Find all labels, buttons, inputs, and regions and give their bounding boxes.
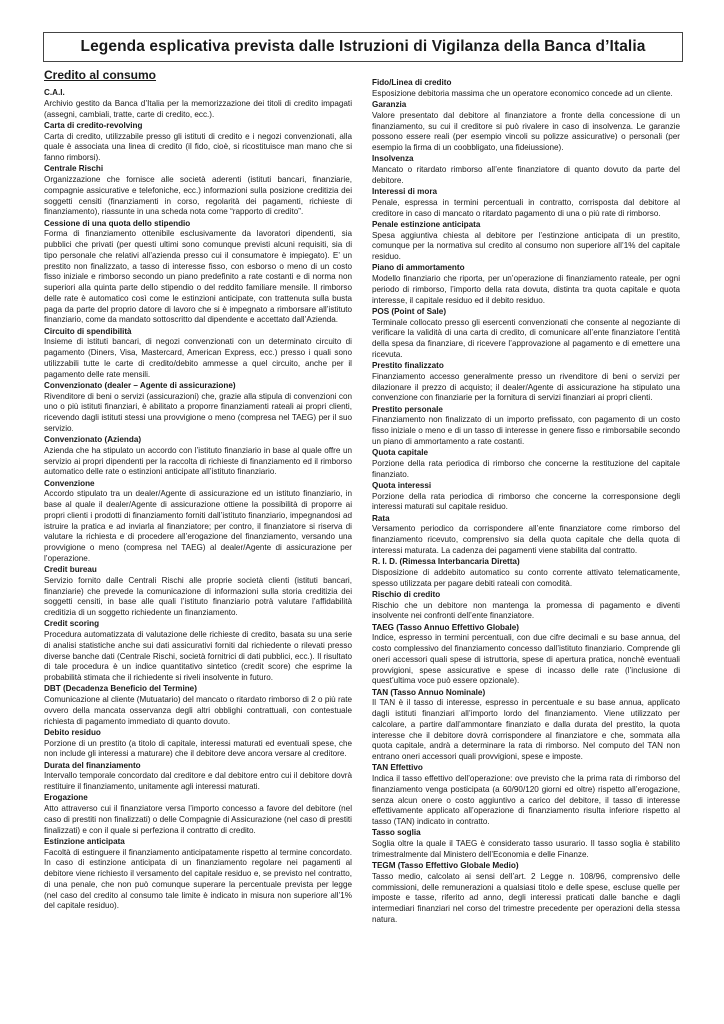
glossary-definition: Accordo stipulato tra un dealer/Agente di assicurazione ed un istituto finanziario, in base al quale il dealer/Agente di assicurazione ottiene la possibilità di proporre ai propri clienti i prodotti di finanziamento forniti dall’istituto finanziario, impegnandosi ad istruire la pratica e ad inviarla al finanziatore; per contro, il finanziatore si riserva di valutare la richiesta e di procedere all’erogazione del finanziamento, versando una provvigione o meno (compresa nel TAEG) al dealer/Agente di assicurazione per l’operazione. — [44, 489, 352, 563]
left-entries — [44, 88, 352, 912]
glossary-term: Prestito personale — [372, 404, 443, 414]
glossary-term: POS (Point of Sale) — [372, 306, 447, 316]
glossary-term: Credit scoring — [44, 619, 100, 629]
glossary-term: Estinzione anticipata — [44, 836, 125, 846]
glossary-definition: Intervallo temporale concordato dal creditore e dal debitore entro cui il debitore dovrà restituire il finanziamento, unitamente agli interessi maturati. — [44, 771, 352, 791]
glossary-term: Prestito finalizzato — [372, 361, 444, 370]
glossary-definition: Indice, espresso in termini percentuali, con due cifre decimali e su base annua, del costo complessivo del finanziamento concesso dall’istituto finanziario. Comprende gli oneri accessori quali spese di istruttoria, spese di apertura pratica, nonchè eventuali provvigioni, spese assicurative e spese di incasso delle rate (l’inclusione di quest’ultima voce può essere opzionale). — [372, 633, 680, 686]
glossary-definition: Atto attraverso cui il finanziatore versa l’importo concesso a favore del debitore (nel caso di prestiti non finalizzati) o delle Compagnie di Assicurazione (nel caso di prestiti finalizzati) e con il quale si perfeziona il contratto di credito. — [44, 804, 352, 835]
glossary-term: Tasso soglia — [372, 828, 421, 838]
glossary-term: TEGM (Tasso Effettivo Globale Medio) — [372, 861, 519, 870]
glossary-definition: Porzione della rata periodica di rimborso che concerne la restituzione del capitale finanziato. — [372, 458, 680, 479]
document-title: Legenda esplicativa prevista dalle Istruzioni di Vigilanza della Banca d’Italia — [80, 38, 646, 55]
glossary-definition: Indica il tasso effettivo dell’operazione: ove previsto che la prima rata di rimborso del finanziamento venga posticipata (a 60/90/120 giorni ed oltre) rispetto all’erogazione, senza alcun onere o costo aggiuntivo a carico del debitore, il tasso di interesse effettivamente applicato all’operazione di finanziamento risulta inferiore rispetto al tasso (TAN) indicato in contratto. — [372, 774, 680, 826]
glossary-definition: Rivenditore di beni o servizi (assicurazioni) che, grazie alla stipula di convenzioni con uno o più istituti finanziari, è abilitato a proporre finanziamenti rateali ai propri clienti, ricevendo dagli istituti stessi una provvigione o meno (compresa nel TAEG) per il suo servizio. — [44, 391, 352, 433]
glossary-term: Convenzionato (dealer – Agente di assicurazione) — [44, 380, 236, 390]
glossary-definition: Rischio che un debitore non mantenga la promessa di pagamento e diventi insolvente nei confronti dell’ente finanziatore. — [372, 600, 680, 621]
glossary-term: Cessione di una quota dello stipendio — [44, 218, 191, 228]
glossary-definition: Soglia oltre la quale il TAEG è considerato tasso usurario. Il tasso soglia è stabilito trimestralmente dal Ministero dell’Economia e delle Finanze. — [372, 839, 680, 859]
glossary-term: Convenzionato (Azienda) — [44, 435, 142, 444]
glossary-definition: Valore presentato dal debitore al finanziatore a fronte della concessione di un finanziamento, su cui il creditore si può rivalere in caso di insolvenza. Le garanzie possono essere reali (per esempio vincoli su polizze assicurative) o personali (per esempio la firma di un coobbligato, una fideiussione). — [372, 110, 680, 152]
glossary-definition: Servizio fornito dalle Centrali Rischi alle proprie società clienti (istituti bancari, finanziarie) che prevede la comunicazione di informazioni sulla storia creditizia dei soggetti censiti, in base alle quali l’istituto finanziario potrà valutare l’affidabilità creditizia di un soggetto richiedente un finanziamento. — [44, 575, 352, 617]
glossary-term: Interessi di mora — [372, 187, 438, 196]
glossary-term: TAN Effettivo — [372, 763, 423, 773]
glossary-definition: Organizzazione che fornisce alle società aderenti (istituti bancari, finanziarie, compagnie assicurative e telefoniche, ecc.) informazioni sulla posizione creditizia dei soggetti censiti (finanziamenti in corso, regolarità dei pagamenti, richieste di finanziamento), riassunte in una scheda nota come “rapporto di credito”. — [44, 175, 352, 217]
glossary-term: Piano di ammortamento — [372, 263, 465, 273]
glossary-term: Credit bureau — [44, 565, 97, 574]
glossary-definition: Finanziamento non finalizzato di un importo prefissato, con pagamento di un costo fisso iniziale o meno e di un tasso di interesse in genere fisso e rimborsabile secondo un piano di ammortamento a rate costanti. — [372, 415, 680, 446]
glossary-definition: Tasso medio, calcolato ai sensi dell’art. 2 Legge n. 108/96, comprensivo delle commissioni, delle remunerazioni a qualsiasi titolo e delle spese, escluse quelle per imposte e tasse, riferito ad anno, degli interessi praticati dalle banche e dagli intermediari finanziari nel corso del trimestre precedente per operazioni della stessa natura. — [372, 871, 680, 924]
glossary-definition: Versamento periodico da corrispondere all’ente finanziatore come rimborso del finanziamento ricevuto, comprensivo sia della quota capitale che della quota di interessi maturata. La cadenza dei pagamenti viene stabilita dal contratto. — [372, 524, 680, 555]
glossary-term: Rischio di credito — [372, 589, 441, 599]
glossary-term: Debito residuo — [44, 727, 101, 737]
glossary-term: Fido/Linea di credito — [372, 78, 452, 87]
glossary-definition: Archivio gestito da Banca d’Italia per la memorizzazione dei titoli di credito impagati (assegni, cambiali, tratte, carte di credito, ecc.). — [44, 98, 352, 119]
glossary-term: DBT (Decadenza Beneficio del Termine) — [44, 684, 197, 694]
glossary-definition: Comunicazione al cliente (Mutuatario) del mancato o ritardato rimborso di 2 o più rate ovvero della mancata osservanza degli altri obblighi contrattuali, con contestuale richiesta di pagamento immediato di quanto dovuto. — [44, 695, 352, 726]
glossary-term: C.A.I. — [44, 88, 65, 97]
glossary-term: Centrale Rischi — [44, 164, 104, 174]
glossary-term: Penale estinzione anticipata — [372, 219, 481, 229]
glossary-definition: Forma di finanziamento ottenibile esclusivamente da lavoratori dipendenti, sia pubblici che privati (per questi ultimi sono comunque previsti alcuni requisiti, sia di tipo personale che relativi all’azienda presso cui il consumatore è impiegato). E’ un prestito non finalizzato, a tasso di interesse fisso, con esborso o meno di un costo fisso iniziale e rimborso secondo un piano predefinito a rate costanti e di norma non superiori alla quinta parte dello stipendio o del reddito familiare mensile. Il rimborso delle rate è automatico così come le estinzioni anticipate, con trattenuta sulla busta paga da parte del proprio datore di lavoro che si è impegnato a rimborsare all’istituto finanziario, come da mandato sottoscritto dal dipendente e accettato dall’Azienda. — [44, 229, 352, 325]
glossary-definition: Finanziamento accesso generalmente presso un rivenditore di beni o servizi per dilazionare il prezzo di acquisto; il dealer/Agente di assicurazione ha stipulato una convenzione con finanziarie per la fornitura di servizi finanziari ai propri clienti. — [372, 371, 680, 403]
glossary-definition: Spesa aggiuntiva chiesta al debitore per l’estinzione anticipata di un prestito, comunque per la normativa sul credito al consumo non superiore all’1% del capitale residuo. — [372, 230, 680, 261]
glossary-definition: Procedura automatizzata di valutazione delle richieste di credito, basata su una serie di analisi statistiche anche sui dati assicurativi forniti dal richiedente o rilevati presso diverse banche dati (Centrale Rischi, società fornitrici di dati pubblici, ecc.). Il risultato di tale procedura è un indice quantitativo sintetico (credit score) che esprime la probabilità stimata che il richiedente si riveli insolvente in futuro. — [44, 630, 352, 682]
glossary-term: Convenzione — [44, 478, 95, 488]
glossary-definition: Penale, espressa in termini percentuali in contratto, corrisposta dal debitore al creditore in caso di mancato o ritardato pagamento di una o più rate di rimborso. — [372, 197, 680, 218]
glossary-term: Insolvenza — [372, 154, 414, 164]
glossary-term: Rata — [372, 513, 390, 523]
glossary-definition: Disposizione di addebito automatico su conto corrente attivato telematicamente, spesso utilizzata per pagare debiti rateali con comodità. — [372, 567, 680, 588]
glossary-definition: Terminale collocato presso gli esercenti convenzionati che consente al negoziante di verificare la validità di una carta di credito, di comunicare all’ente finanziatore l’entità della spesa da finanziare, di ricevere l’approvazione al pagamento e di emettere una ricevuta. — [372, 317, 680, 359]
glossary-term: Carta di credito-revolving — [44, 120, 143, 130]
glossary-term: Quota interessi — [372, 480, 432, 490]
glossary-definition: Azienda che ha stipulato un accordo con l’istituto finanziario in base al quale offre un servizio ai propri dipendenti per la raccolta di richieste di finanziamento ed il rimborso automatico delle rate o estinzioni anticipate all’istituto finanziario. — [44, 445, 352, 477]
glossary-term: R. I. D. (Rimessa Interbancaria Diretta) — [372, 557, 520, 566]
glossary-definition: Carta di credito, utilizzabile presso gli istituti di credito e i negozi convenzionati, alla quale è associata una linea di credito (il fido, cioè, si ricostituisce man mano che si fanno rimborsi). — [44, 131, 352, 162]
glossary-definition: Mancato o ritardato rimborso all’ente finanziatore di quanto dovuto da parte del debitore. — [372, 165, 680, 185]
glossary-definition: Facoltà di estinguere il finanziamento anticipatamente rispetto al termine concordato. In caso di estinzione anticipata di un finanziamento regolare nei pagamenti al debitore viene richiesto il versamento del capitale residuo e, se previsto nel contratto, di una penale, che non può comunque superare la percentuale prevista per legge (nel caso del credito al consumo tale limite è indicato in misura non superiore all’1% del capitale residuo). — [44, 847, 352, 911]
glossary-definition: Modello finanziario che riporta, per un’operazione di finanziamento rateale, per ogni periodo di rimborso, l’importo della rata dovuta, distinta tra quota capitale e quota interesse, il capitale residuo ed il debito residuo. — [372, 274, 680, 305]
glossary-term: Circuito di spendibilità — [44, 326, 132, 336]
glossary-definition: Porzione della rata periodica di rimborso che concerne la corresponsione degli interessi maturati sul capitale residuo. — [372, 491, 680, 512]
glossary-term: Quota capitale — [372, 448, 428, 457]
right-entries — [372, 78, 680, 926]
glossary-term: Erogazione — [44, 793, 88, 803]
glossary-definition: Porzione di un prestito (a titolo di capitale, interessi maturati ed eventuali spese, che non include gli interessi a maturare) che il debitore deve ancora versare al creditore. — [44, 738, 352, 759]
glossary-definition: Esposizione debitoria massima che un operatore economico concede ad un cliente. — [372, 88, 673, 98]
glossary-definition: Il TAN è il tasso di interesse, espresso in percentuale e su base annua, applicato dagli istituti finanziari all’importo lordo del finanziamento. Viene utilizzato per calcolare, a partire dall’ammontare finanziato e dalla durata del prestito, la quota interesse che il debitore dovrà corrispondere al finanziatore e che, sommata alla quota capitale, andrà a determinare la rata di rimborso. Nel computo del TAN non entrano oneri accessori quali provvigioni, spese e imposte. — [372, 698, 680, 761]
right-column — [372, 78, 680, 926]
glossary-term: Garanzia — [372, 100, 407, 109]
glossary-term: TAN (Tasso Annuo Nominale) — [372, 687, 486, 697]
glossary-definition: Insieme di istituti bancari, di negozi convenzionati con un determinato circuito di pagamento (Diners, Visa, Mastercard, American Express, ecc.) presso i quali sono utilizzabili tutte le carte di credito/debito ammesse a quel circuito, anche per il pagamento delle rate mensili. — [44, 337, 352, 379]
document-title-box — [43, 32, 683, 62]
section-title: Credito al consumo — [44, 68, 157, 82]
glossary-term: Durata del finanziamento — [44, 760, 141, 770]
glossary-term: TAEG (Tasso Annuo Effettivo Globale) — [372, 622, 520, 632]
left-column — [44, 68, 352, 913]
